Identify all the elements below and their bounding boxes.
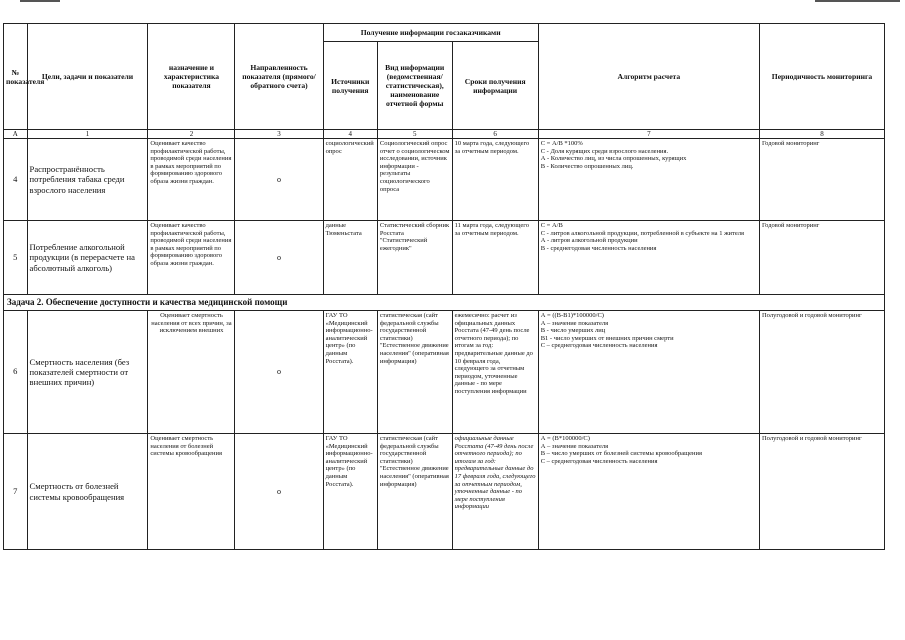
colnum-3: 3	[235, 130, 323, 139]
row-direction: о	[235, 434, 323, 550]
row-info-type: статистическая (сайт федеральной службы государственной статистики) "Естественное движение населения" (оперативная информация)	[377, 311, 452, 434]
colnum-a: А	[4, 130, 28, 139]
header-direction: Направленность показателя (прямого/обратного счета)	[235, 24, 323, 130]
row-period: Годовой мониторинг	[759, 139, 884, 221]
row-direction: о	[235, 311, 323, 434]
row-num: 6	[4, 311, 28, 434]
row-terms: 10 марта года, следующего за отчетным периодом.	[452, 139, 538, 221]
row-terms: 11 марта года, следующего за отчетным периодом.	[452, 221, 538, 295]
header-purpose: назначение и характеристика показателя	[148, 24, 235, 130]
indicators-table	[3, 23, 885, 550]
header-algorithm: Алгоритм расчета	[538, 24, 759, 130]
task-heading: Задача 2. Обеспечение доступности и качества медицинской помощи	[4, 295, 885, 311]
row-source: данные Тюменьстата	[323, 221, 377, 295]
algorithm-line: В - Количество опрошенных лиц.	[540, 162, 634, 170]
row-num: 5	[4, 221, 28, 295]
scan-edge-left	[20, 0, 60, 2]
colnum-4: 4	[323, 130, 377, 139]
algorithm-line: С – среднегодовая численность населения	[540, 342, 658, 350]
row-direction: о	[235, 139, 323, 221]
row-source: ГАУ ТО «Медицинский информационно-аналитический центр» (по данным Росстата).	[323, 311, 377, 434]
row-info-type: Социологический опрос отчет о социологическом исследовании, источник информации - результаты социологического опроса	[377, 139, 452, 221]
colnum-8: 8	[759, 130, 884, 139]
algorithm-line: В1 - число умерших от внешних причин смерти	[540, 334, 674, 342]
row-algorithm	[538, 221, 759, 295]
algorithm-line: А - литров алкогольной продукции	[540, 237, 638, 245]
row-goal: Потребление алкогольной продукции (в перерасчете на абсолютный алкоголь)	[27, 221, 148, 295]
header-num: № показателя	[4, 24, 28, 130]
colnum-2: 2	[148, 130, 235, 139]
header-sources: Источники получения	[323, 42, 377, 130]
table-row	[4, 221, 885, 295]
row-period: Годовой мониторинг	[759, 221, 884, 295]
row-terms: официальные данные Росстата (47-49 день после отчетного периода); по итогам за год: предварительные данные до 17 февраля года, следующего за отчетным периодом, уточненные данные - по мере поступления информации	[452, 434, 538, 550]
algorithm-line: С - литров алкогольной продукции, потребленной в субъекте на 1 жителя	[540, 229, 744, 237]
row-terms: ежемесячно: расчет из официальных данных Росстата (47-49 день после отчетного периода); по итогам за год: предварительные данные до 10 февраля года, следующего за отчетным периодом, уточненные данные - по мере поступления информации	[452, 311, 538, 434]
colnum-5: 5	[377, 130, 452, 139]
row-algorithm	[538, 139, 759, 221]
row-algorithm	[538, 311, 759, 434]
algorithm-line: А = (В*100000/С)	[540, 435, 590, 442]
algorithm-line: А – значение показателя	[540, 319, 609, 327]
header-period: Периодичность мониторинга	[759, 24, 884, 130]
header-terms: Сроки получения информации	[452, 42, 538, 130]
table-row	[4, 139, 885, 221]
row-direction: о	[235, 221, 323, 295]
colnum-7: 7	[538, 130, 759, 139]
algorithm-line: В - число умерших лиц	[540, 327, 606, 335]
row-goal: Смертность населения (без показателей смертности от внешних причин)	[27, 311, 148, 434]
algorithm-line: В – число умерших от болезней системы кровообращения	[540, 450, 702, 458]
table-row	[4, 434, 885, 550]
row-period: Полугодовой и годовой мониторинг	[759, 434, 884, 550]
row-goal: Распространённость потребления табака среди взрослого населения	[27, 139, 148, 221]
column-numbers-row	[4, 130, 885, 139]
row-info-type: статистическая (сайт федеральной службы государственной статистики) "Естественное движение населения" (оперативная информация)	[377, 434, 452, 550]
row-num: 4	[4, 139, 28, 221]
row-info-type: Статистический сборник Росстата "Статистический ежегодник"	[377, 221, 452, 295]
algorithm-line: С - Доля курящих среди взрослого населения.	[540, 147, 669, 155]
header-goal: Цели, задачи и показатели	[27, 24, 148, 130]
row-source: социологический опрос	[323, 139, 377, 221]
row-purpose: Оценивает смертность населения от всех причин, за исключением внешних	[148, 311, 235, 434]
algorithm-line: А – значение показателя	[540, 442, 609, 450]
row-algorithm	[538, 434, 759, 550]
header-row-top	[4, 24, 885, 42]
algorithm-line: В - среднегодовая численность населения	[540, 244, 657, 252]
scan-edge-right	[815, 0, 900, 2]
table-row	[4, 311, 885, 434]
algorithm-line: С = А/В *100%	[540, 140, 583, 147]
row-period: Полугодовой и годовой мониторинг	[759, 311, 884, 434]
header-info-group: Получение информации госзаказчиками	[323, 24, 538, 42]
header-type: Вид информации (ведомственная/статистическая), наименование отчетной формы	[377, 42, 452, 130]
colnum-6: 6	[452, 130, 538, 139]
algorithm-line: С = А/В	[540, 222, 563, 229]
row-source: ГАУ ТО «Медицинский информационно-аналитический центр» (по данным Росстата).	[323, 434, 377, 550]
algorithm-line: С – среднегодовая численность населения	[540, 457, 658, 465]
algorithm-line: А = ((В-В1)*100000/С)	[540, 312, 604, 319]
row-goal: Смертность от болезней системы кровообращения	[27, 434, 148, 550]
row-purpose: Оценивает качество профилактической работы, проводимой среди населения в рамках мероприятий по формированию здорового образа жизни граждан.	[148, 221, 235, 295]
task-row	[4, 295, 885, 311]
algorithm-line: А - Количество лиц, из числа опрошенных, курящих	[540, 155, 687, 163]
row-purpose: Оценивает качество профилактической работы, проводимой среди населения в рамках мероприятий по формированию здорового образа жизни граждан.	[148, 139, 235, 221]
row-purpose: Оценивает смертность населения от болезней системы кровообращения	[148, 434, 235, 550]
row-num: 7	[4, 434, 28, 550]
colnum-1: 1	[27, 130, 148, 139]
